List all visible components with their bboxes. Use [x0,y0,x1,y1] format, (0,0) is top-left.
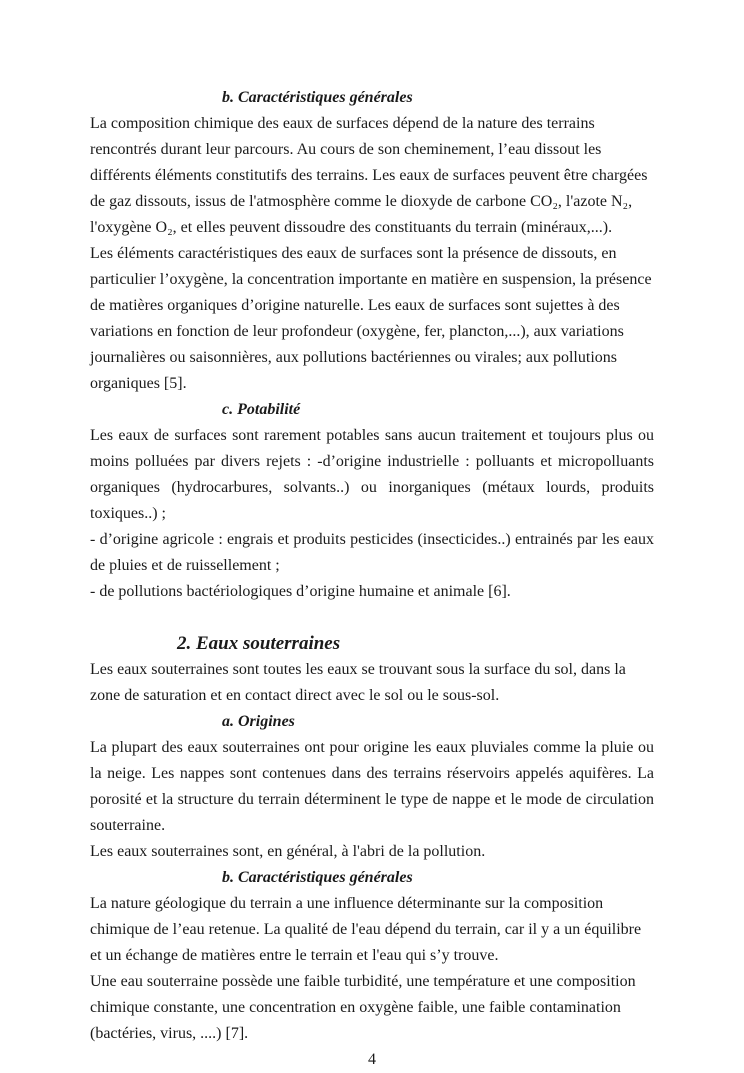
heading-b-caracteristiques-generales-souterraines: b. Caractéristiques générales [222,869,413,886]
heading-b-caracteristiques-generales-surfaces: b. Caractéristiques générales [222,89,413,106]
page-number: 4 [368,1051,376,1068]
heading-a-origines: a. Origines [222,713,295,730]
paragraph-potabilite-rejets: Les eaux de surfaces sont rarement potables sans aucun traitement et toujours plus ou moins polluées par divers rejets : -d’origine industrielle : polluants et micropolluants organiques (hydrocarbures, solvants..) ou inorganiques (métaux lourds, produits toxiques..) ; [90,427,654,522]
paragraph-abri-pollution: Les eaux souterraines sont, en général, à l'abri de la pollution. [90,843,486,860]
paragraph-elements-caracteristiques: Les éléments caractéristiques des eaux de surfaces sont la présence de dissouts, en particulier l’oxygène, la concentration importante en matière en suspension, la présence de matières organiques d’origine naturelle. Les eaux de surfaces sont sujettes à des variations en fonction de leur profondeur (oxygène, fer, plancton,...), aux variations journalières ou saisonnières, aux pollutions bactériennes ou virales; aux pollutions organiques [5]. [90,245,652,392]
paragraph-origine-agricole: - d’origine agricole : engrais et produits pesticides (insecticides..) entrainés par les eaux de pluies et de ruissellement ; [90,531,654,574]
heading-c-potabilite: c. Potabilité [222,401,301,418]
paragraph-faible-turbidite: Une eau souterraine possède une faible turbidité, une température et une composition chimique constante, une concentration en oxygène faible, une faible contamination (bactéries, virus, ....) [7]. [90,973,636,1042]
paragraph-eaux-souterraines-definition: Les eaux souterraines sont toutes les eaux se trouvant sous la surface du sol, dans la zone de saturation et en contact direct avec le sol ou le sous-sol. [90,661,626,704]
paragraph-origines-eaux-souterraines: La plupart des eaux souterraines ont pour origine les eaux pluviales comme la pluie ou la neige. Les nappes sont contenues dans des terrains réservoirs appelés aquifères. La porosité et la structure du terrain déterminent le type de nappe et le mode de circulation souterraine. [90,739,654,834]
paragraph-pollutions-bacteriologiques: - de pollutions bactériologiques d’origine humaine et animale [6]. [90,583,511,600]
paragraph-nature-geologique: La nature géologique du terrain a une influence déterminante sur la composition chimique de l’eau retenue. La qualité de l'eau dépend du terrain, car il y a un équilibre et un échange de matières entre le terrain et l'eau qui s’y trouve. [90,895,642,964]
heading-2-eaux-souterraines: 2. Eaux souterraines [177,633,341,654]
paragraph-composition-chimique: La composition chimique des eaux de surfaces dépend de la nature des terrains rencontrés durant leur parcours. Au cours de son cheminement, l’eau dissout les différents éléments constitutifs des terrains. Les eaux de surfaces peuvent être chargées de gaz dissouts, issus de l'atmosphère comme le dioxyde de carbone CO₂, l'azote N₂, l'oxygène O₂, et elles peuvent dissoudre des constituants du terrain (minéraux,...). [90,115,648,236]
